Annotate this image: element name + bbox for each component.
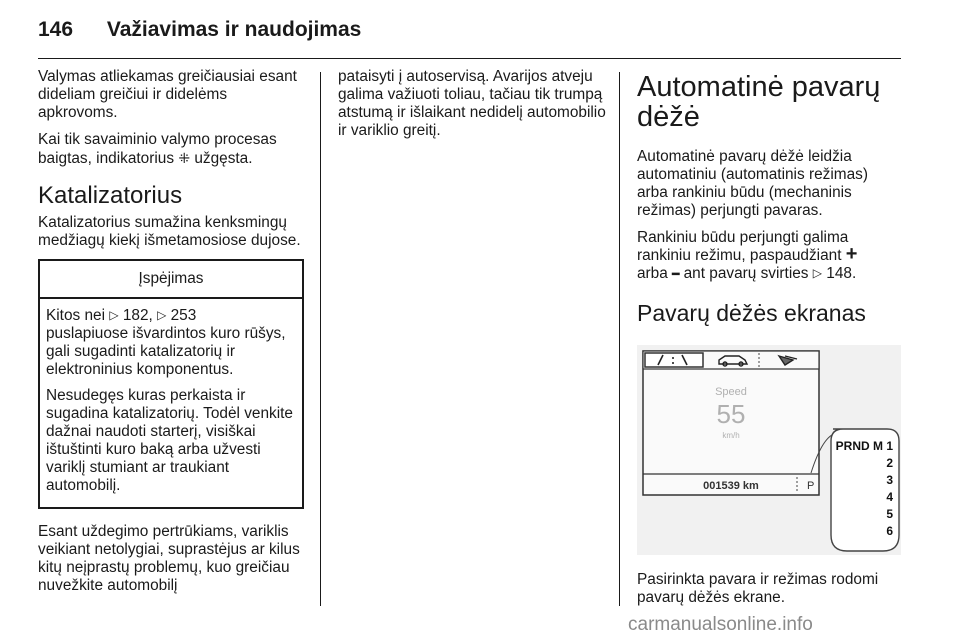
warning-box <box>38 259 304 509</box>
paragraph: Rankiniu būdu perjungti galima rankiniu režimu, paspaudžiant + arba ━ ant pavarų svirties ▷ 148. <box>637 229 858 282</box>
warning-paragraph: Kitos nei ▷ 182, ▷ 253 puslapiuose išvardintos kuro rūšys, gali sugadinti katalizatorių ir elektroninius komponentus. <box>46 307 286 378</box>
paragraph: Esant uždegimo pertrūkiams, variklis veikiant netolygiai, suprastėjus ar kilus kitų neįprastų problemų, kuo greičiau nuvežkite automobilį <box>38 523 300 594</box>
warning-paragraph: Nesudegęs kuras perkaista ir sugadina katalizatorių. Todėl venkite dažnai naudoti starterį, visiškai ištuštinti kuro baką arba užvesti variklį stumiant ar traukiant automobilį. <box>46 387 293 494</box>
reference-arrow-icon: ▷ <box>812 266 823 280</box>
page-reference-link[interactable]: 148 <box>826 265 852 282</box>
column-divider <box>619 72 620 606</box>
gear-indicator: P <box>807 480 815 492</box>
page-title: Važiavimas ir naudojimas <box>106 18 362 41</box>
odometer-reading: 001539 km <box>703 480 759 492</box>
page-header <box>38 18 361 42</box>
paragraph: Automatinė pavarų dėžė leidžia automatiniu (automatinis režimas) arba rankiniu būdu (mechaninis režimas) perjungti pavaras. <box>637 148 868 219</box>
watermark: carmanualsonline.info <box>628 614 813 635</box>
gear-number: 6 <box>886 524 893 538</box>
gear-mode-header: PRND M 1 <box>835 439 893 453</box>
minus-icon: ━ <box>672 267 680 281</box>
section-heading: Pavarų dėžės ekranas <box>637 300 866 326</box>
section-heading: Katalizatorius <box>38 182 183 209</box>
particulate-filter-icon: ⁜ <box>178 150 191 166</box>
paragraph: Valymas atliekamas greičiausiai esant dideliam greičiui ir didelėms apkrovoms. <box>38 68 297 121</box>
gear-number: 4 <box>886 490 893 504</box>
reference-arrow-icon: ▷ <box>157 308 167 322</box>
page-reference-link[interactable]: 253 <box>170 307 197 324</box>
column-1 <box>38 68 304 604</box>
gear-number: 3 <box>886 473 893 487</box>
reference-arrow-icon: ▷ <box>109 308 119 322</box>
column-2 <box>338 68 606 149</box>
page-number: 146 <box>38 18 74 41</box>
speed-unit: km/h <box>722 431 740 440</box>
speed-value: 55 <box>716 399 746 429</box>
header-divider <box>38 58 901 59</box>
gear-number: 5 <box>886 507 893 521</box>
column-3 <box>637 68 902 616</box>
transmission-display-figure <box>637 345 901 555</box>
figure-caption: Pasirinkta pavara ir režimas rodomi pavarų dėžės ekrane. <box>637 571 879 606</box>
column-divider <box>320 72 321 606</box>
warning-title: Įspėjimas <box>40 261 302 299</box>
gear-number: 2 <box>886 456 893 470</box>
paragraph: Kai tik savaiminio valymo procesas baigtas, indikatorius ⁜ užgęsta. <box>38 131 277 167</box>
paragraph: pataisyti į autoservisą. Avarijos atveju galima važiuoti toliau, tačiau tik trumpą atstumą ir išlaikant nedidelį automobilio ir variklio greitį. <box>338 68 606 139</box>
page-reference-link[interactable]: 182 <box>122 307 149 324</box>
chapter-heading: Automatinė pavarų dėžė <box>637 71 881 133</box>
speed-label: Speed <box>715 386 747 398</box>
paragraph: Katalizatorius sumažina kenksmingų medžiagų kiekį išmetamosiose dujose. <box>38 214 301 249</box>
plus-icon: + <box>845 243 858 265</box>
